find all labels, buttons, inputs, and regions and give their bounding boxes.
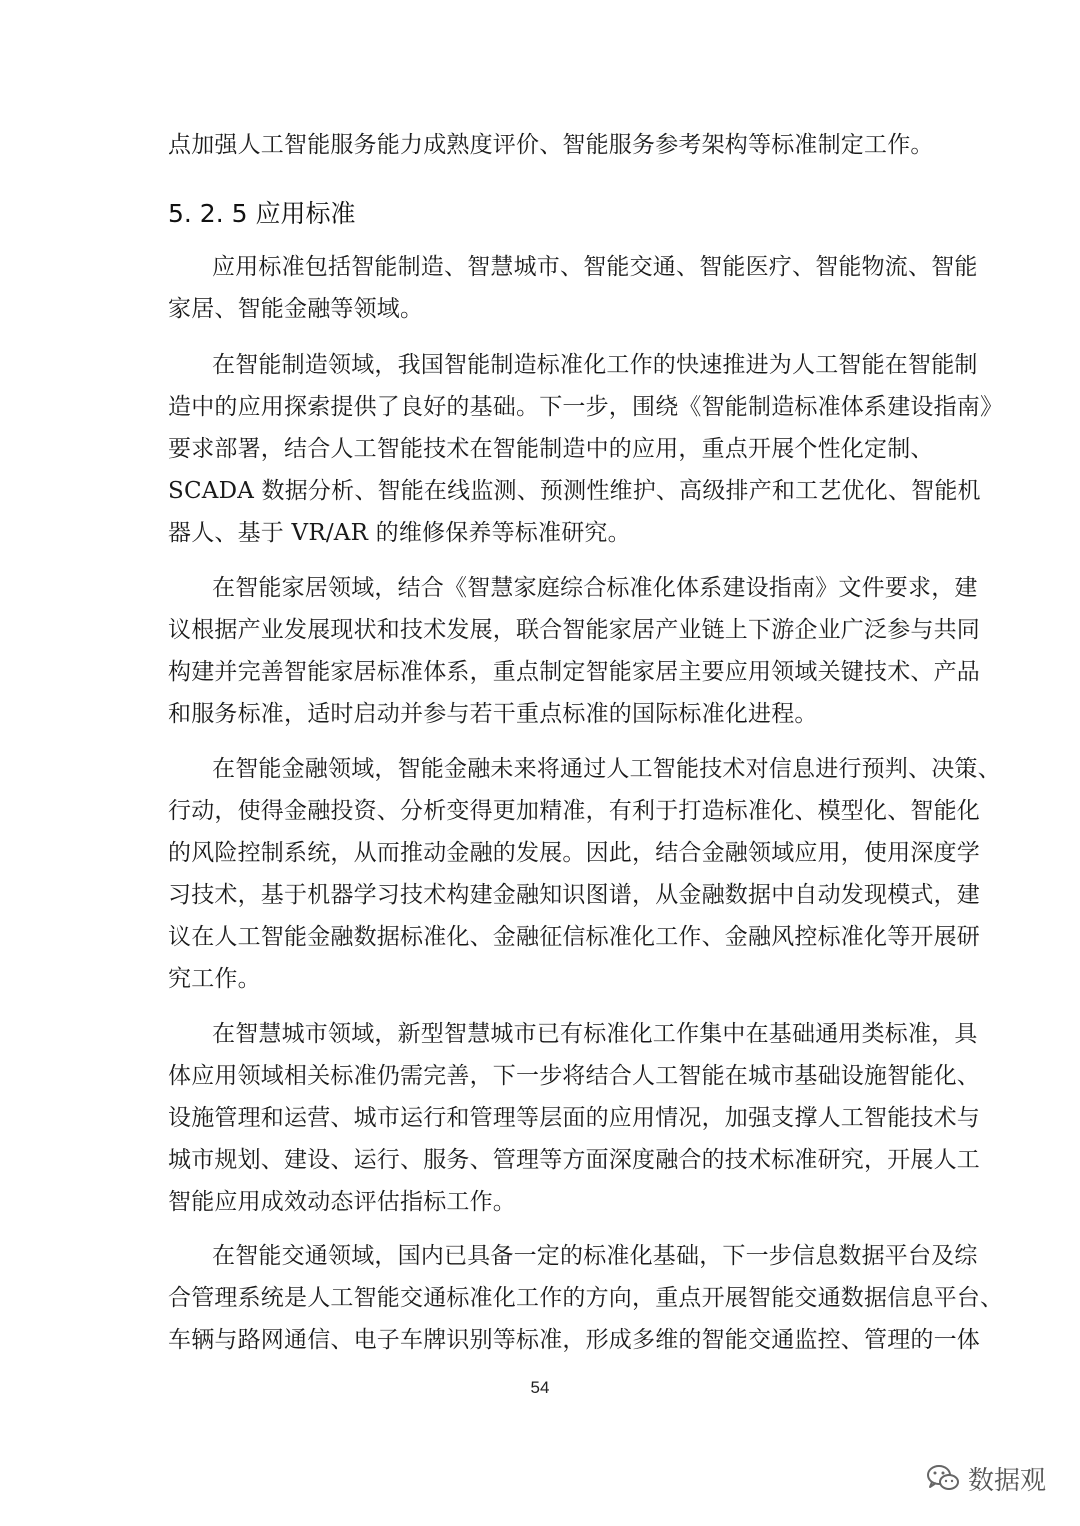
text-line: 要求部署，结合人工智能技术在智能制造中的应用，重点开展个性化定制、 (168, 436, 934, 462)
text-line: 构建并完善智能家居标准体系，重点制定智能家居主要应用领域关键技术、产品 (168, 659, 980, 685)
text-line: 行动，使得金融投资、分析变得更加精准，有利于打造标准化、模型化、智能化 (168, 798, 980, 824)
text-line: 应用标准包括智能制造、智慧城市、智能交通、智能医疗、智能物流、智能 (212, 254, 978, 280)
text-line: 和服务标准，适时启动并参与若干重点标准的国际标准化进程。 (168, 701, 818, 727)
text-line: 体应用领域相关标准仍需完善，下一步将结合人工智能在城市基础设施智能化、 (168, 1063, 980, 1089)
watermark (926, 1458, 1046, 1498)
text-line: 器人、基于 VR/AR 的维修保养等标准研究。 (168, 520, 631, 546)
text-line: 在智能家居领域，结合《智慧家庭综合标准化体系建设指南》文件要求，建 (212, 575, 978, 601)
text-line: 合管理系统是人工智能交通标准化工作的方向，重点开展智能交通数据信息平台、 (168, 1285, 1004, 1311)
text-line: 城市规划、建设、运行、服务、管理等方面深度融合的技术标准研究，开展人工 (168, 1147, 980, 1173)
text-line: 在智慧城市领域，新型智慧城市已有标准化工作集中在基础通用类标准，具 (212, 1021, 978, 1047)
watermark-text: 数据观 (968, 1465, 1047, 1496)
text-line: 家居、智能金融等领域。 (168, 296, 424, 322)
text-line: 车辆与路网通信、电子车牌识别等标准，形成多维的智能交通监控、管理的一体 (168, 1327, 980, 1353)
section-heading: 5. 2. 5 应用标准 (168, 199, 356, 228)
text-line: 造中的应用探索提供了良好的基础。下一步，围绕《智能制造标准体系建设指南》 (168, 394, 1004, 420)
text-line: 在智能交通领域，国内已具备一定的标准化基础，下一步信息数据平台及综 (212, 1243, 978, 1269)
text-line: 设施管理和运营、城市运行和管理等层面的应用情况，加强支撑人工智能技术与 (168, 1105, 980, 1131)
page-number: 54 (530, 1378, 550, 1397)
text-line: 议在人工智能金融数据标准化、金融征信标准化工作、金融风控标准化等开展研 (168, 924, 980, 950)
text-line: 习技术，基于机器学习技术构建金融知识图谱，从金融数据中自动发现模式，建 (168, 882, 980, 908)
text-line: SCADA 数据分析、智能在线监测、预测性维护、高级排产和工艺优化、智能机 (168, 478, 981, 504)
text-line: 在智能制造领域，我国智能制造标准化工作的快速推进为人工智能在智能制 (212, 352, 978, 378)
text-line: 议根据产业发展现状和技术发展，联合智能家居产业链上下游企业广泛参与共同 (168, 617, 980, 643)
text-line: 究工作。 (168, 966, 261, 992)
text-line: 点加强人工智能服务能力成熟度评价、智能服务参考架构等标准制定工作。 (168, 132, 934, 158)
text-line: 的风险控制系统，从而推动金融的发展。因此，结合金融领域应用，使用深度学 (168, 840, 980, 866)
text-line: 在智能金融领域，智能金融未来将通过人工智能技术对信息进行预判、决策、 (212, 756, 1001, 782)
text-line: 智能应用成效动态评估指标工作。 (168, 1189, 516, 1215)
wechat-icon (926, 1463, 960, 1493)
